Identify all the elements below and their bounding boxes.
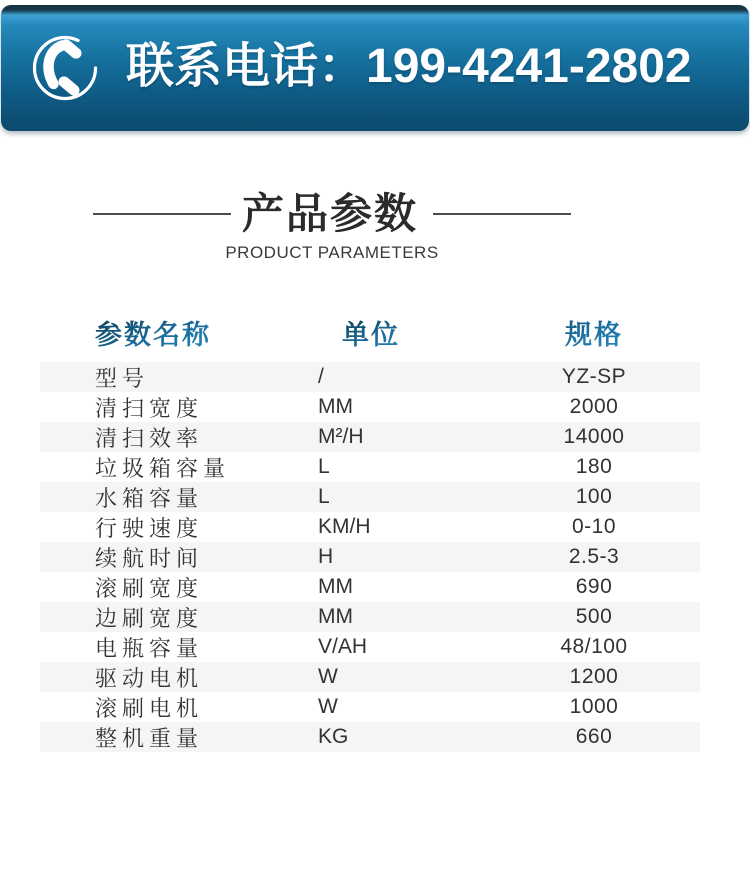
table-row <box>40 392 700 422</box>
header-spec: 规格 <box>470 313 700 352</box>
table-row <box>40 632 700 662</box>
table-header-row <box>40 302 700 362</box>
unit-cell: / <box>318 365 324 388</box>
spec-cell: YZ-SP <box>561 365 627 388</box>
parameter-name-cell: 滚刷宽度 <box>95 575 204 601</box>
table-row <box>40 722 700 752</box>
spec-cell: 14000 <box>563 425 625 448</box>
parameter-name-cell: 清扫效率 <box>95 425 204 451</box>
table-row <box>40 542 700 572</box>
spec-cell: 1000 <box>569 695 619 718</box>
unit-cell: M²/H <box>318 425 364 448</box>
title-rule-left <box>93 213 231 215</box>
section-title-block <box>0 190 664 263</box>
unit-cell: W <box>318 665 338 688</box>
table-row <box>40 362 700 392</box>
table-row <box>40 512 700 542</box>
parameter-name-cell: 续航时间 <box>95 545 204 571</box>
spec-cell: 2000 <box>569 395 619 418</box>
unit-cell: V/AH <box>318 635 368 658</box>
header-unit: 单位 <box>318 313 470 352</box>
table-row <box>40 422 700 452</box>
parameter-name-cell: 水箱容量 <box>95 485 204 511</box>
contact-phone-number: 联系电话：199-4241-2802 <box>126 39 692 93</box>
parameter-name-cell: 清扫宽度 <box>95 395 204 421</box>
table-row <box>40 662 700 692</box>
spec-cell: 690 <box>575 575 613 598</box>
spec-cell: 180 <box>575 455 613 478</box>
parameter-name-cell: 型号 <box>95 365 150 391</box>
header-parameter-name: 参数名称 <box>40 313 318 352</box>
spec-cell: 48/100 <box>560 635 628 658</box>
unit-cell: W <box>318 695 338 718</box>
table-row <box>40 482 700 512</box>
unit-cell: KG <box>318 725 349 748</box>
table-row <box>40 602 700 632</box>
table-row <box>40 692 700 722</box>
parameters-table <box>40 302 700 752</box>
parameter-name-cell: 电瓶容量 <box>95 635 204 661</box>
unit-cell: KM/H <box>318 515 371 538</box>
spec-cell: 0-10 <box>571 515 617 538</box>
spec-cell: 100 <box>575 485 613 508</box>
parameter-name-cell: 行驶速度 <box>95 515 204 541</box>
phone-icon <box>31 34 99 102</box>
parameter-name-cell: 驱动电机 <box>95 665 204 691</box>
spec-cell: 2.5-3 <box>568 545 620 568</box>
table-row <box>40 452 700 482</box>
section-subtitle: PRODUCT PARAMETERS <box>225 243 439 263</box>
unit-cell: MM <box>318 395 353 418</box>
table-body <box>40 362 700 752</box>
table-row <box>40 572 700 602</box>
unit-cell: H <box>318 545 334 568</box>
section-title-row <box>93 190 571 238</box>
parameter-name-cell: 垃圾箱容量 <box>95 455 231 481</box>
unit-cell: MM <box>318 605 353 628</box>
unit-cell: MM <box>318 575 353 598</box>
section-title: 产品参数 <box>241 190 418 237</box>
spec-cell: 500 <box>575 605 613 628</box>
title-rule-right <box>433 213 571 215</box>
parameter-name-cell: 边刷宽度 <box>95 605 204 631</box>
spec-cell: 1200 <box>569 665 619 688</box>
contact-banner <box>1 5 749 131</box>
parameter-name-cell: 整机重量 <box>95 725 204 751</box>
unit-cell: L <box>318 455 330 478</box>
unit-cell: L <box>318 485 330 508</box>
parameter-name-cell: 滚刷电机 <box>95 695 204 721</box>
spec-cell: 660 <box>575 725 613 748</box>
